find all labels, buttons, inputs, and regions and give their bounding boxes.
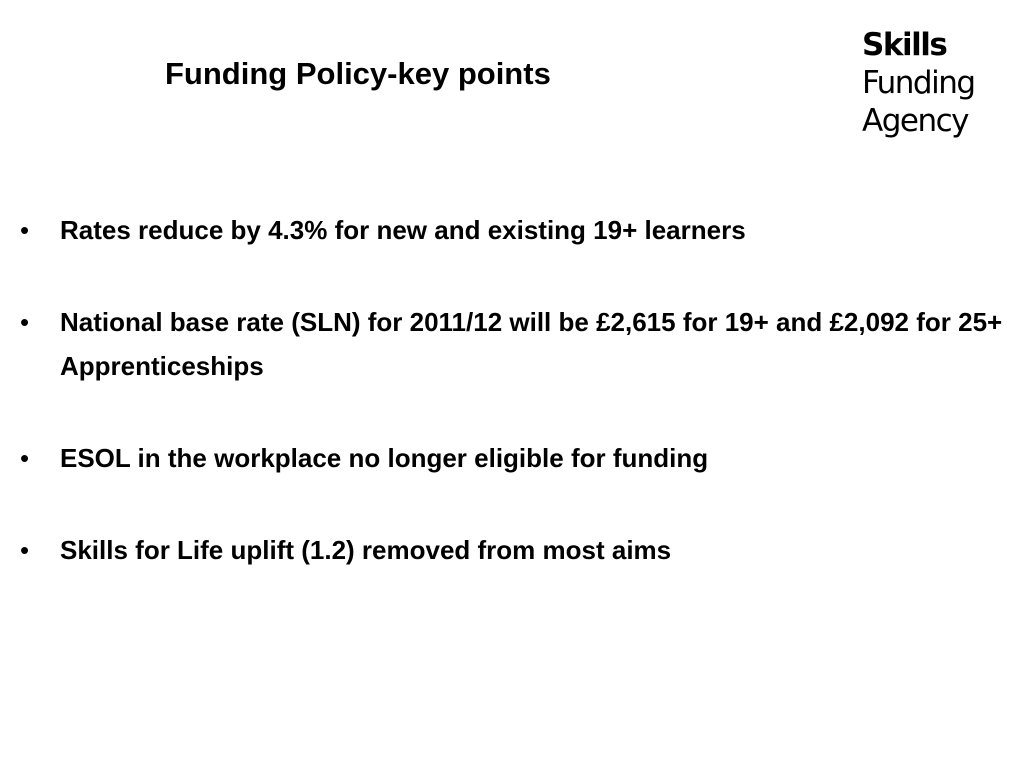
bullet-text: ESOL in the workplace no longer eligible for funding — [60, 443, 709, 473]
bullet-dot-icon: • — [20, 443, 30, 473]
bullet-dot-icon: • — [20, 215, 30, 245]
bullet-text: National base rate (SLN) for 2011/12 will be £2,615 for 19+ and £2,092 for 25+ Apprenticeships — [60, 307, 1003, 381]
bullet-item — [20, 208, 1010, 252]
logo-line-agency: Agency — [862, 103, 968, 139]
bullet-item — [20, 300, 1010, 388]
bullet-item — [20, 436, 1010, 480]
bullet-dot-icon: • — [20, 535, 30, 565]
bullet-dot-icon: • — [20, 307, 30, 337]
skills-funding-agency-logo — [862, 26, 1012, 140]
bullet-item — [20, 528, 1010, 572]
bullet-text: Rates reduce by 4.3% for new and existing 19+ learners — [60, 215, 746, 245]
bullet-list — [20, 208, 1010, 572]
logo-line-skills: Skills — [862, 27, 947, 63]
logo-line-funding: Funding — [862, 65, 975, 101]
bullet-text: Skills for Life uplift (1.2) removed from most aims — [60, 535, 672, 565]
slide-title: Funding Policy-key points — [165, 56, 551, 91]
